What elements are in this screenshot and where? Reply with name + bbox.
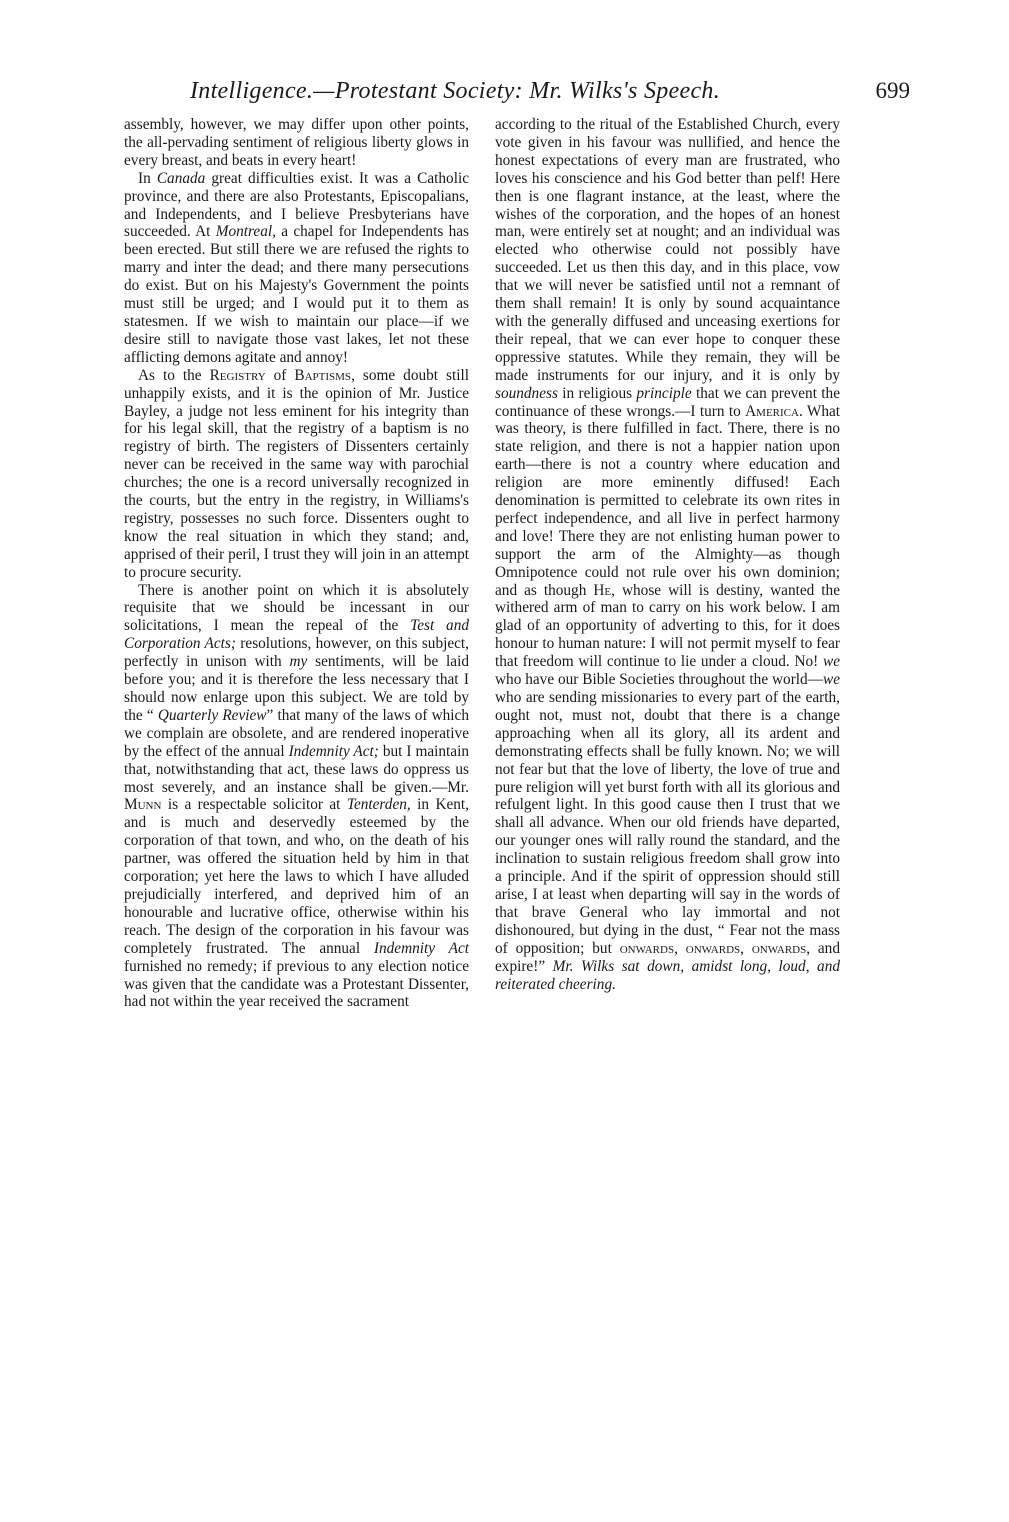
we-italic-2: we [823,671,840,689]
soundness-italic: soundness [495,384,558,402]
registry-smallcaps: Registry [209,366,266,384]
paragraph-test-acts: There is another point on which it is absolutely requisite that we should be incessant in our solicitations, I mean the repeal of the Test and Corporation Acts; resolutions, however, on this subject, perfectly in unison with my sentiments, will be laid before you; and it is therefore the less necessary that I should now enlarge upon this subject. We are told by the “ Quarterly Review” that many of the laws of which we complain are obsolete, and are rendered inoperative by the effect of the annual Indemnity Act; but I maintain that, notwithstanding that act, these laws do oppress us most severely, and an instance shall be given.—Mr. Munn is a respectable solicitor at Tenterden, in Kent, and is much and deservedly esteemed by the corporation of that town, and who, on the death of his partner, was offered the situation held by him in that corporation; yet here the laws to which I have alluded prejudicially interfered, and deprived him of an honourable and lucrative office, otherwise within his reach. The design of the corporation in his favour was completely frustrated. The annual Indemnity Act furnished no remedy; if previous to any election notice was given that the candidate was a Protestant Dissenter, had not within the year received the sacrament [124,581,470,1011]
paragraph-established-church: according to the ritual of the Established Church, every vote given in his favour was nullified, and hence the honest expectations of every man are frustrated, who loves his conscience and his God better than pelf! Here then is one flagrant instance, at the least, where the wishes of the corporation, and the hopes of an honest man, were entirely set at nought; and an individual was elected who otherwise could not possibly have succeeded. Let us then this day, and in this place, vow that we will never be satisfied until not a remnant of them shall remain! It is only by sound acquaintance with the generally diffused and unceasing exertions for their repeal, that we can ever hope to conquer these oppressive statutes. While they remain, they will be made instruments for our injury, and it is only by soundness in religious principle that we can prevent the continuance of these wrongs.—I turn to America. What was theory, is there fulfilled in fact. There, there is no state religion, and there is not a happier nation upon earth—there is not a country where education and religion are more eminently diffused! Each denomination is permitted to celebrate its own rites in perfect independence, and all live in perfect harmony and love! There they are not enlisting human power to support the arm of the Almighty—as though Omnipotence could not rule over his own dominion; and as though He, whose will is destiny, wanted the withered arm of man to carry on his work below. I am glad of an opportunity of adverting to this, for it does honour to human nature: I will not permit myself to fear that freedom will continue to lie under a cloud. No! we who have our Bible Societies throughout the world—we who are sending missionaries to every part of the earth, ought not, must not, doubt that there is a change approaching when all its glory, all its ardent and demonstrating effects shall be fully known. No; we will not fear but that the love of liberty, the love of true and pure religion will yet burst forth with all its glorious and refulgent light. In this good cause then I trust that we shall all advance. When our old friends have departed, our younger ones will rally round the standard, and the inclination to sustain religious freedom shall grow into a principle. And if the spirit of oppression should still arise, I at least when departing will say in the words of that brave General who lay immortal and not dishonoured, but dying in the dust, “ Fear not the mass of opposition; but onwards, onwards, onwards, and expire!” Mr. Wilks sat down, amidst long, loud, and reiterated cheering. [495,116,841,993]
my-italic: my [289,653,308,671]
paragraph-assembly: assembly, however, we may differ upon other points, the all-pervading sentiment of religious liberty glows in every breast, and beats in every heart! [124,116,469,169]
principle-italic: principle [636,384,692,402]
right-column [495,116,840,993]
quarterly-review-italic: Quarterly Review [157,706,267,724]
munn-smallcaps: Munn [124,796,162,814]
closing-stage-direction: Mr. Wilks sat down, amidst long, loud, and reiterated cheering. [495,957,840,993]
place-tenterden: Tenterden, [346,796,411,814]
running-title: Intelligence.—Protestant Society: Mr. Wilks's Speech. [190,78,721,104]
paragraph-registry: As to the Registry of Baptisms, some doubt still unhappily exists, and it is the opinion of Mr. Justice Bayley, a judge not less eminent for his integrity than for his legal skill, that the registry of a baptism is no registry of birth. The registers of Dissenters certainly never can be received in the same way with parochial churches; the one is a record universally recognized in the courts, but the entry in the registry, in Williams's registry, possesses no such force. Dissenters ought to know the real situation in which they stand; and, apprised of their peril, I trust they will join in an attempt to procure security. [124,366,469,581]
baptisms-smallcaps: Baptisms [294,366,352,384]
we-italic-1: we [823,653,840,671]
america-smallcaps: America [745,402,799,420]
test-acts-italic: Test and Corporation Acts; [124,617,469,653]
indemnity-act-italic-2: Indemnity Act [373,939,469,957]
place-canada: Canada [156,169,206,187]
he-smallcaps: He [593,581,612,599]
paragraph-canada: In Canada great difficulties exist. It was a Catholic province, and there are also Protestants, Episcopalians, and Independents, and I believe Presbyterians have succeeded. At Montreal, a chapel for Independents has been erected. But still there we are refused the rights to marry and inter the dead; and there many persecutions do exist. But on his Majesty's Government the points must still be urged; and I would put it to them as statesmen. If we wish to maintain our place—if we desire still to navigate those vast lakes, let not these afflicting demons agitate and annoy! [124,169,469,366]
page-number: 699 [875,78,910,103]
running-head [190,78,910,112]
onwards-smallcaps: onwards, onwards, onwards [619,939,807,957]
left-column [124,116,469,1011]
place-montreal: Montreal, [215,223,276,241]
indemnity-act-italic: Indemnity Act; [288,742,379,760]
